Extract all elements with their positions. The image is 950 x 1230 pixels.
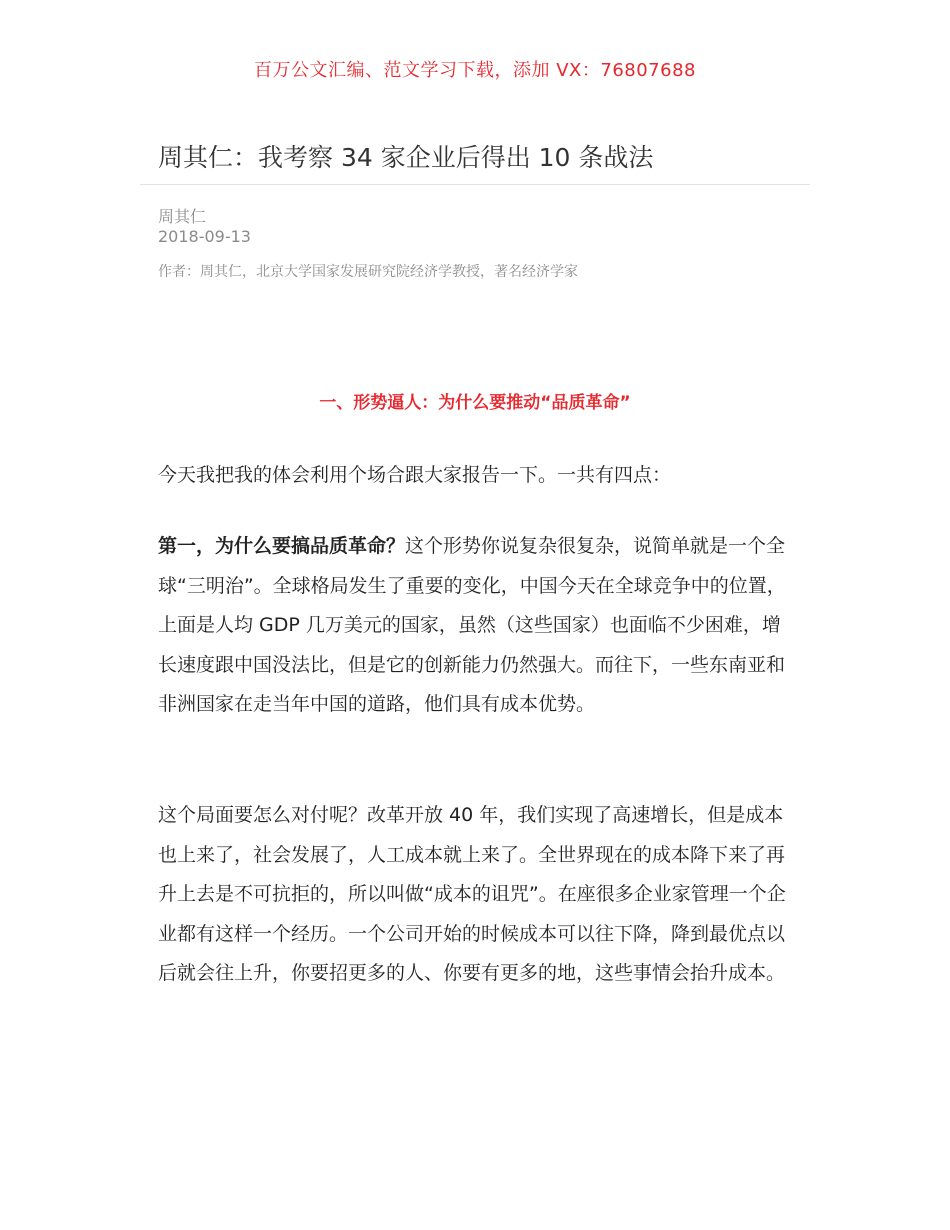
paragraph-body: 这个形势你说复杂很复杂，说简单就是一个全球“三明治”。全球格局发生了重要的变化，中国今天在全球竞争中的位置，上面是人均 GDP 几万美元的国家，虽然（这些国家）也面临不少困难，增长速度跟中国没法比，但是它的创新能力仍然强大。而往下，一些东南亚和非洲国家在走当年中国的道路，他们具有成本优势。 [158, 535, 786, 716]
promo-banner: 百万公文汇编、范文学习下载，添加 VX：76807688 [254, 60, 696, 81]
title-divider [140, 184, 810, 185]
paragraph-intro: 今天我把我的体会利用个场合跟大家报告一下。一共有四点： [158, 464, 672, 486]
author-byline: 作者：周其仁，北京大学国家发展研究院经济学教授，著名经济学家 [158, 264, 578, 280]
article-date: 2018-09-13 [158, 227, 251, 246]
article-author: 周其仁 [158, 207, 207, 226]
paragraph-cost: 这个局面要怎么对付呢？改革开放 40 年，我们实现了高速增长，但是成本也上来了，社会发展了，人工成本就上来了。全世界现在的成本降下来了再升上去是不可抗拒的，所以叫做“成本的诅咒”。在座很多企业家管理一个企业都有这样一个经历。一个公司开始的时候成本可以往下降，降到最优点以后就会往上升，你要招更多的人、你要有更多的地，这些事情会抬升成本。 [158, 804, 786, 985]
article-title: 周其仁：我考察 34 家企业后得出 10 条战法 [158, 143, 654, 172]
paragraph-first-point [158, 527, 798, 725]
section-heading: 一、形势逼人：为什么要推动“品质革命” [319, 393, 631, 413]
paragraph-lead: 第一，为什么要搞品质革命？ [158, 535, 406, 557]
